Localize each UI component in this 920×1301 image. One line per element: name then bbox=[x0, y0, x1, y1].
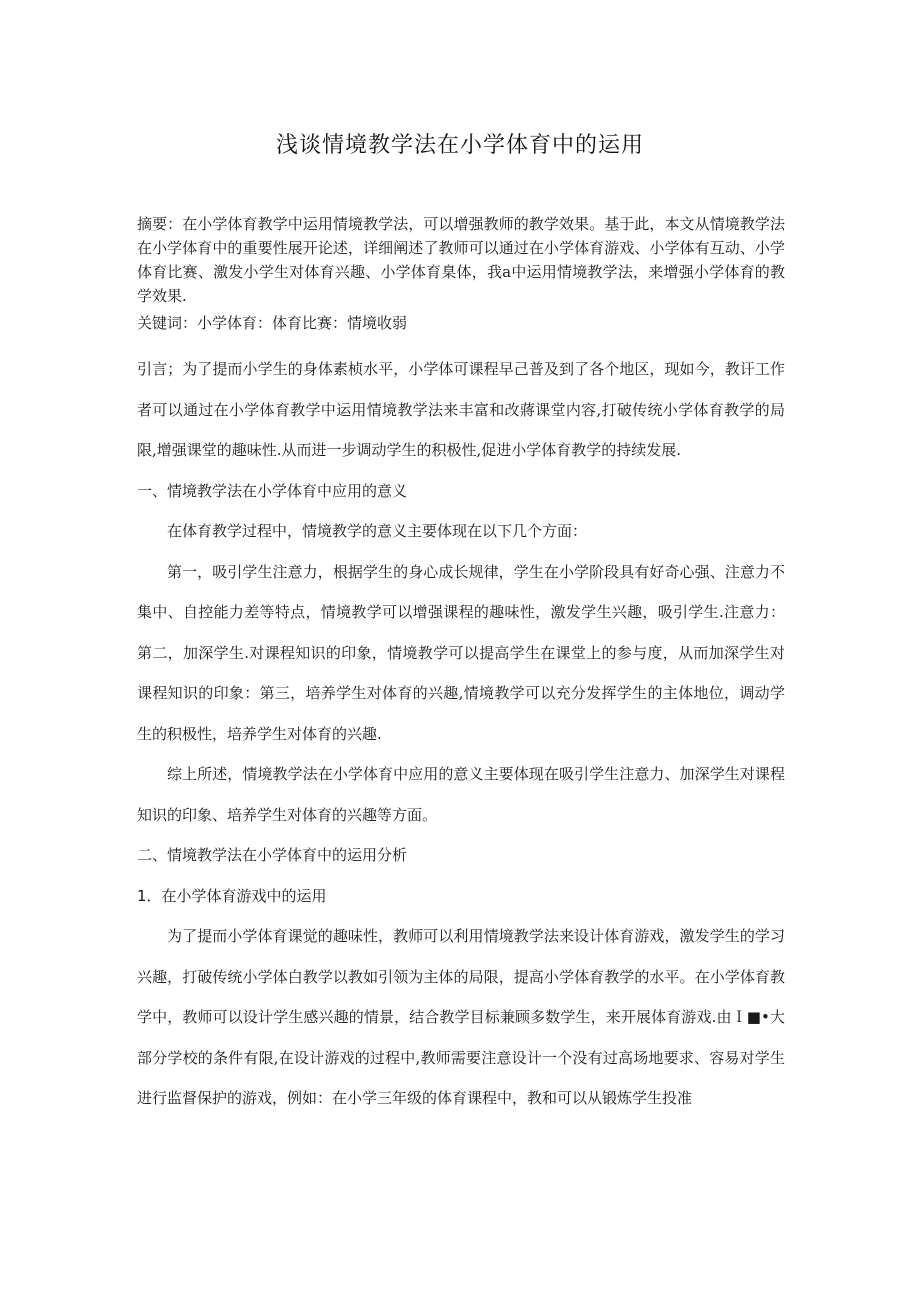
keywords-line: 关键词：小学体育：体育比赛：情境收弱 bbox=[137, 314, 408, 332]
section1-paragraph-1: 在体育教学过程中，情境教学的意义主要体现在以下几个方面： bbox=[167, 522, 588, 540]
section-heading-1: 一、情境教学法在小学体育中应用的意义 bbox=[137, 481, 408, 500]
section1-paragraph-3: 综上所述，情境教学法在小学体育中应用的意义主要体现在吸引学生注意力、加深学生对课程知识的印象、培养学生对体育的兴趣等方面。 bbox=[137, 765, 785, 824]
abstract-text: 摘要：在小学体育教学中运用情境教学法，可以增强教师的教学效果。基于此，本文从情境教学法在小学体育中的重要性展开论述，详细阐述了教师可以通过在小学体育游戏、小学体有互动、小学体育比赛、激发小学生对体育兴趣、小学体育臬体，我a中运用情境教学法，来增强小学体育的教学效果. bbox=[137, 215, 785, 305]
subsection-number: 1 bbox=[137, 886, 147, 905]
section-heading-2: 二、情境教学法在小学体育中的运用分析 bbox=[137, 846, 408, 864]
subsection-heading-1 bbox=[137, 876, 785, 917]
section1-paragraph-2: 第一，吸引学生注意力，根据学生的身心成长规律，学生在小学阶段具有好奇心强、注意力不集中、自控能力差等特点，情境教学可以增强课程的趣味性，激发学生兴趣，吸引学生.注意力：第二，加深学生.对课程知识的印象，情境教学可以提高学生在课堂上的参与度，从而加深学生对课程知识的印象：第三，培养学生对体育的兴趣,情境教学可以充分发挥学生的主体地位，调动学生的积极性，培养学生对体育的兴趣. bbox=[137, 562, 785, 743]
body-text bbox=[137, 349, 785, 1119]
intro-paragraph: 引言；为了提而小学生的身体素桢水平，小学体可课程早己普及到了各个地区，现如今，教讦工作者可以通过在小学体育教学中运用情境教学法来丰富和改蔣课堂内容,打破传统小学体育教学的局限,增强课堂的趣味性.从而进一步调动学生的积极性,促进小学体育教学的持续发展. bbox=[137, 360, 785, 459]
subsection-title: ．在小学体育游戏中的运用 bbox=[146, 886, 327, 905]
subsection1-paragraph-1: 为了提而小学体育课觉的趣味性，教师可以利用情境教学法来设计体育游戏，激发学生的学习兴趣，打破传统小学体白教学以教如引领为主体的局限，提高小学体育教学的水平。在小学体育教学中，教师可以设计学生感兴趣的情景，结合教学目标兼顾多数学生，来开展体育游戏.由Ｉ■•大部分学校的条件有限,在设计游戏的过程中,教师需要注意设计一个没有过高场地要求、容易对学生进行监督保护的游戏，例如：在小学三年级的体育课程中，教和可以从锻炼学生投准 bbox=[137, 927, 785, 1107]
page-title: 浅谈情境教学法在小学体育中的运用 bbox=[275, 133, 644, 158]
abstract-block bbox=[137, 212, 785, 308]
